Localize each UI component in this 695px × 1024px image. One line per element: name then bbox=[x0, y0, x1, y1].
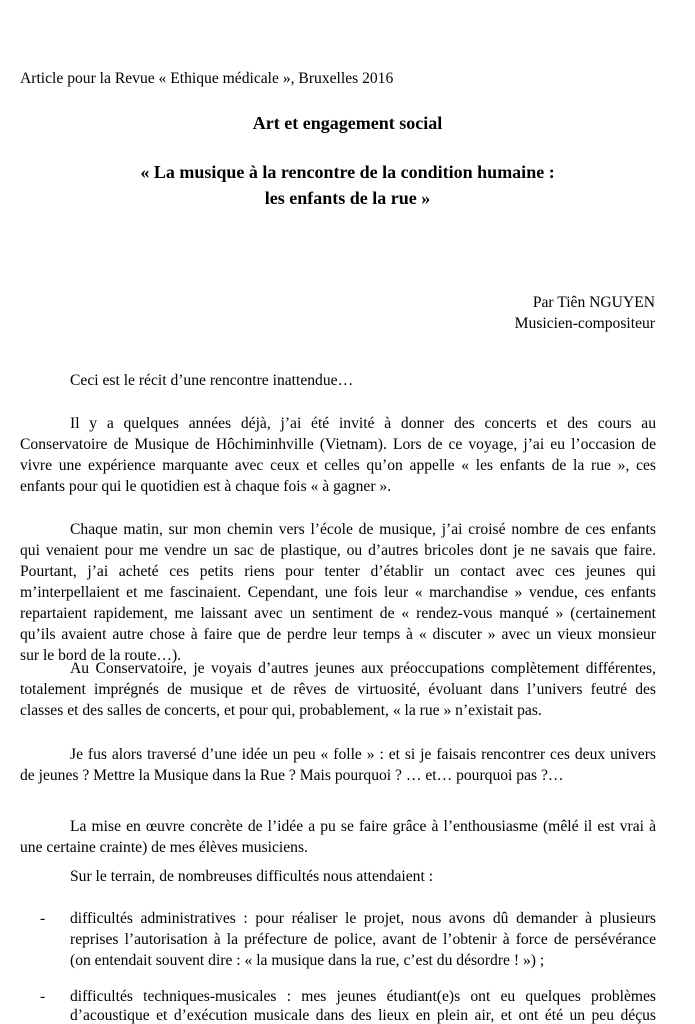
paragraph-3-line-2: qui venaient pour me vendre un sac de plastique, ou d’autres bricoles dont je ne savais que faire. bbox=[20, 542, 656, 559]
paragraph-3-line-6: qu’ils avaient autre chose à faire que de perdre leur temps à « discuter » avec un vieux monsieur bbox=[20, 626, 656, 643]
paragraph-2-line-4: enfants pour qui le quotidien est à chaque fois « à gagner ». bbox=[20, 478, 392, 495]
paragraph-7-line-1: Sur le terrain, de nombreuses difficultés nous attendaient : bbox=[70, 868, 434, 885]
paragraph-2-line-3: vivre une expérience marquante avec ceux et celles qu’on appelle « les enfants de la rue », ces bbox=[20, 457, 656, 474]
bullet-2-line-2: d’acoustique et d’exécution musicale dans des lieux en plein air, et ont été un peu déçus bbox=[70, 1007, 656, 1024]
bullet-2-line-1: difficultés techniques-musicales : mes jeunes étudiant(e)s ont eu quelques problèmes bbox=[70, 988, 656, 1005]
paragraph-3-line-4: m’interpellaient et me fascinaient. Cependant, une fois leur « marchandise » vendue, ces enfants bbox=[20, 584, 656, 601]
bullet-1-line-1: difficultés administratives : pour réaliser le projet, nous avons dû demander à plusieurs bbox=[70, 910, 656, 927]
header-line: Article pour la Revue « Ethique médicale », Bruxelles 2016 bbox=[20, 70, 394, 87]
paragraph-5-line-2: de jeunes ? Mettre la Musique dans la Rue ? Mais pourquoi ? … et… pourquoi pas ?… bbox=[20, 767, 564, 784]
paragraph-3-line-7: sur le bord de la route…). bbox=[20, 647, 182, 664]
paragraph-4-line-1: Au Conservatoire, je voyais d’autres jeunes aux préoccupations complètement différentes, bbox=[70, 660, 656, 677]
bullet-2-dash: - bbox=[40, 988, 46, 1005]
paragraph-3-line-3: Pourtant, j’ai acheté ces petits riens pour tenter d’établir un contact avec ces jeunes qui bbox=[20, 563, 656, 580]
subtitle-line-2: les enfants de la rue » bbox=[264, 188, 431, 208]
subtitle-line-1: « La musique à la rencontre de la condition humaine : bbox=[140, 162, 555, 182]
paragraph-6-line-2: une certaine crainte) de mes élèves musiciens. bbox=[20, 839, 308, 856]
paragraph-4-line-3: classes et des salles de concerts, et pour qui, probablement, « la rue » n’existait pas. bbox=[20, 702, 542, 719]
author-name: Par Tiên NGUYEN bbox=[532, 294, 655, 311]
author-role: Musicien-compositeur bbox=[514, 315, 655, 332]
paragraph-3-line-1: Chaque matin, sur mon chemin vers l’école de musique, j’ai croisé nombre de ces enfants bbox=[70, 521, 656, 538]
bullet-1-line-3: (on entendait souvent dire : « la musique dans la rue, c’est du désordre ! ») ; bbox=[70, 952, 545, 969]
bullet-1-dash: - bbox=[40, 910, 46, 927]
paragraph-4-line-2: totalement imprégnés de musique et de rêves de virtuosité, évoluant dans l’univers feutré des bbox=[20, 681, 656, 698]
article-title: Art et engagement social bbox=[252, 113, 443, 133]
paragraph-2-line-2: Conservatoire de Musique de Hôchiminhville (Vietnam). Lors de ce voyage, j’ai eu l’occasion de bbox=[20, 436, 656, 453]
bullet-1-line-2: reprises l’autorisation à la préfecture de police, avant de l’obtenir à force de persévérance bbox=[70, 931, 656, 948]
paragraph-2-line-1: Il y a quelques années déjà, j’ai été invité à donner des concerts et des cours au bbox=[70, 415, 656, 432]
paragraph-1-line-1: Ceci est le récit d’une rencontre inattendue… bbox=[70, 372, 354, 389]
paragraph-5-line-1: Je fus alors traversé d’une idée un peu « folle » : et si je faisais rencontrer ces deux univers bbox=[70, 746, 656, 763]
paragraph-3-line-5: repartaient rapidement, me laissant avec un sentiment de « rendez-vous manqué » (certainement bbox=[20, 605, 656, 622]
paragraph-6-line-1: La mise en œuvre concrète de l’idée a pu se faire grâce à l’enthousiasme (mêlé il est vrai à bbox=[70, 818, 656, 835]
